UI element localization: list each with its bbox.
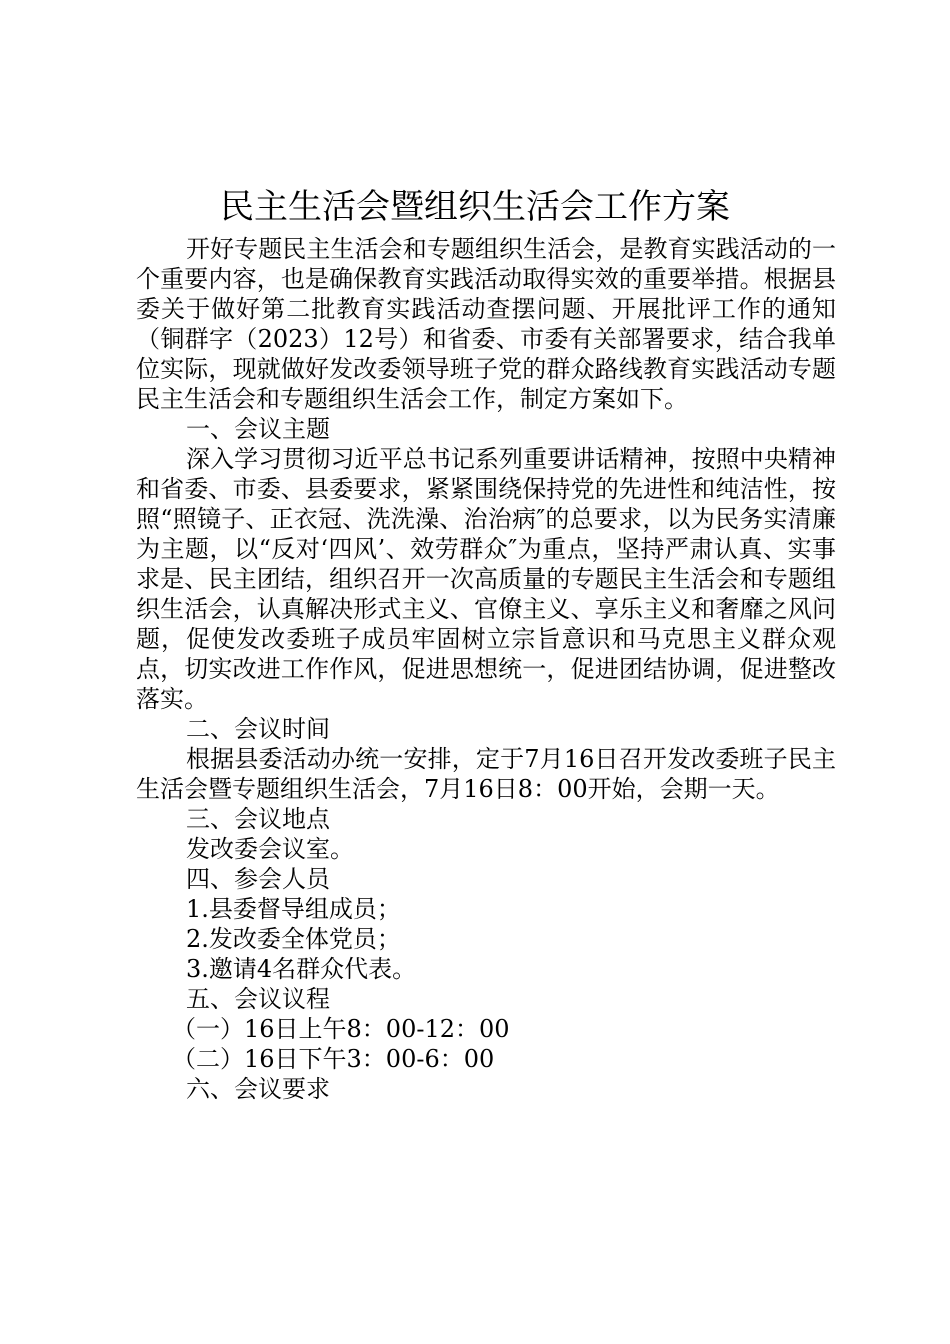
attendee-item: 2.发改委全体党员； xyxy=(186,925,401,953)
time-paragraph: 根据县委活动办统一安排，定于7月16日召开发改委班子民主生活会暨专题组织生活会，7月16日8：00开始，会期一天。 xyxy=(136,745,836,803)
section-heading-time: 二、会议时间 xyxy=(186,715,330,743)
location-paragraph: 发改委会议室。 xyxy=(186,835,354,863)
agenda-item: （一）16日上午8：00-12：00 xyxy=(172,1015,510,1043)
agenda-item: （二）16日下午3：00-6：00 xyxy=(172,1045,495,1073)
document-title: 民主生活会暨组织生活会工作方案 xyxy=(220,187,730,227)
section-heading-agenda: 五、会议议程 xyxy=(186,985,330,1013)
attendee-item: 1.县委督导组成员； xyxy=(186,895,401,923)
section-heading-requirements: 六、会议要求 xyxy=(186,1075,330,1103)
attendee-item: 3.邀请4名群众代表。 xyxy=(186,955,417,983)
section-heading-theme: 一、会议主题 xyxy=(186,415,330,443)
intro-paragraph: 开好专题民主生活会和专题组织生活会，是教育实践活动的一个重要内容，也是确保教育实践活动取得实效的重要举措。根据县委关于做好第二批教育实践活动查摆问题、开展批评工作的通知（铜群字（2023）12号）和省委、市委有关部署要求，结合我单位实际，现就做好发改委领导班子党的群众路线教育实践活动专题民主生活会和专题组织生活会工作，制定方案如下。 xyxy=(136,235,836,413)
section-heading-attendees: 四、参会人员 xyxy=(186,865,330,893)
section-heading-location: 三、会议地点 xyxy=(186,805,330,833)
document-body xyxy=(136,234,836,1104)
theme-paragraph: 深入学习贯彻习近平总书记系列重要讲话精神，按照中央精神和省委、市委、县委要求，紧紧围绕保持党的先进性和纯洁性，按照“照镜子、正衣冠、洗洗澡、治治病″的总要求，以为民务实清廉为主题，以“反对‘四风’、效劳群众″为重点，坚持严肃认真、实事求是、民主团结，组织召开一次高质量的专题民主生活会和专题组织生活会，认真解决形式主义、官僚主义、享乐主义和奢靡之风问题，促使发改委班子成员牢固树立宗旨意识和马克思主义群众观点，切实改进工作作风，促进思想统一，促进团结协调，促进整改落实。 xyxy=(136,445,836,713)
